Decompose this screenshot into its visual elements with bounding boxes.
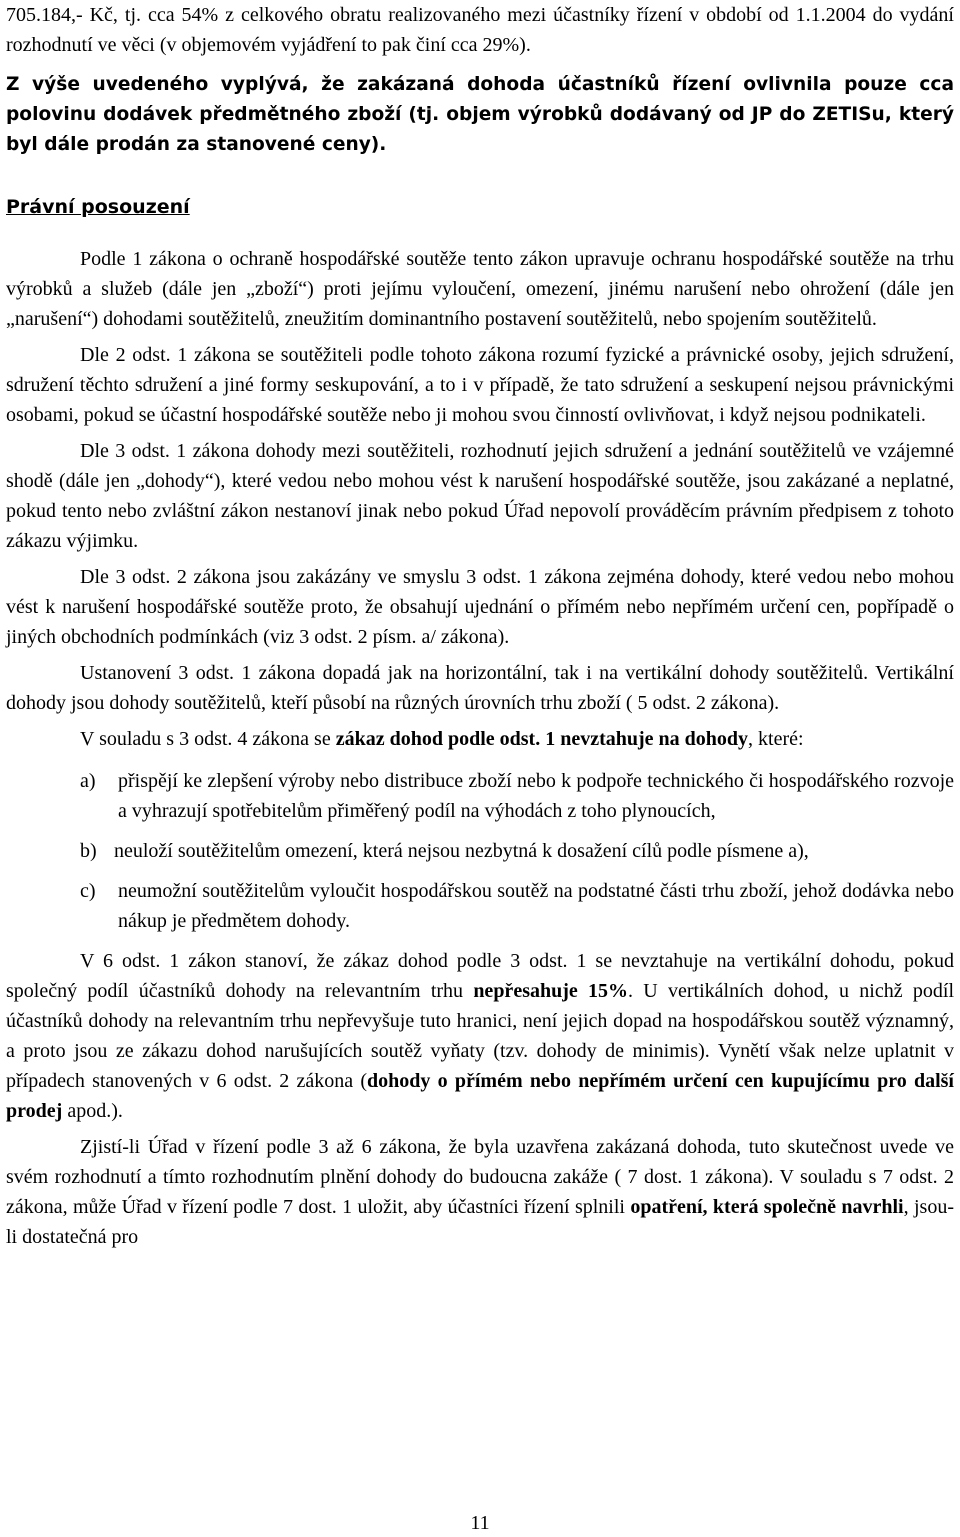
list-item-label: b) bbox=[80, 840, 97, 862]
p7-c: . U vertikálních dohod, u nichž podíl účastníků dohody na relevantním trhu nepřevyšuje tuto hranici, není jejich dopad na hospodářskou soutěž významný, a proto jsou ze zákazu dohod narušujících soutěž vyňaty (tzv. dohody de minimis). Vynětí však nelze uplatnit v případech stanovených v 6 odst. 2 zákona ( bbox=[6, 980, 954, 1092]
paragraph-3: Dle 3 odst. 1 zákona dohody mezi soutěžiteli, rozhodnutí jejich sdružení a jednání soutěžitelů ve vzájemné shodě (dále jen „dohody“), které vedou nebo mohou vést k narušení hospodářské soutěže, jsou zakázané a neplatné, pokud tento nebo zvláštní zákon nestanoví jinak nebo pokud Úřad nepovolí prováděcím právním předpisem z tohoto zákazu výjimku. bbox=[6, 440, 954, 552]
list-item-label: c) bbox=[80, 880, 96, 902]
exemption-list bbox=[6, 766, 954, 936]
paragraph-4: Dle 3 odst. 2 zákona jsou zakázány ve smyslu 3 odst. 1 zákona zejména dohody, které vedou nebo mohou vést k narušení hospodářské soutěže proto, že obsahují ujednání o přímém nebo nepřímém určení cen, popřípadě o jiných obchodních podmínkách (viz 3 odst. 2 písm. a/ zákona). bbox=[6, 566, 954, 648]
p8-a: Zjistí-li Úřad v řízení podle 3 až 6 zákona, že byla uzavřena zakázaná dohoda, tuto skutečnost uvede ve svém rozhodnutí a tímto rozhodnutím plnění dohody do budoucna zakáže ( 7 dost. 1 zákona). V souladu s 7 odst. 2 zákona, může Úřad v řízení podle 7 dost. 1 uložit, aby účastníci řízení splnili bbox=[6, 1136, 954, 1218]
p8-c: , jsou-li dostatečná pro bbox=[6, 1196, 954, 1248]
p7-bold-1: nepřesahuje 15% bbox=[473, 980, 629, 1002]
p6-post: , které: bbox=[748, 728, 804, 750]
intro-paragraph: 705.184,- Kč, tj. cca 54% z celkového obratu realizovaného mezi účastníky řízení v období od 1.1.2004 do vydání rozhodnutí ve věci (v objemovém vyjádření to pak činí cca 29%). bbox=[6, 4, 954, 56]
list-item-text: neumožní soutěžitelům vyloučit hospodářskou soutěž na podstatné části trhu zboží, jehož dodávka nebo nákup je předmětem dohody. bbox=[118, 880, 954, 932]
paragraph-6 bbox=[6, 724, 954, 754]
p7-a: V 6 odst. 1 zákon stanoví, že zákaz dohod podle 3 odst. 1 se nevztahuje na vertikální dohodu, pokud společný podíl účastníků dohody na relevantním trhu bbox=[6, 950, 954, 1002]
p6-pre: V souladu s 3 odst. 4 zákona se bbox=[80, 728, 336, 750]
list-item-text: neuloží soutěžitelům omezení, která nejsou nezbytná k dosažení cílů podle písmene a), bbox=[114, 840, 809, 862]
list-item bbox=[6, 766, 954, 826]
p7-d: apod.). bbox=[62, 1100, 123, 1122]
page-number: 11 bbox=[470, 1512, 490, 1534]
document-page bbox=[6, 0, 954, 1252]
paragraph-5: Ustanovení 3 odst. 1 zákona dopadá jak na horizontální, tak i na vertikální dohody soutěžitelů. Vertikální dohody jsou dohody soutěžitelů, kteří působí na různých úrovních trhu zboží ( 5 odst. 2 zákona). bbox=[6, 662, 954, 714]
list-item bbox=[6, 876, 954, 936]
p6-bold: zákaz dohod podle odst. 1 nevztahuje na dohody bbox=[335, 728, 749, 750]
p8-bold: opatření, která společně navrhli bbox=[630, 1196, 904, 1218]
section-heading: Právní posouzení bbox=[6, 196, 190, 218]
paragraph-1: Podle 1 zákona o ochraně hospodářské soutěže tento zákon upravuje ochranu hospodářské soutěže na trhu výrobků a služeb (dále jen „zboží“) proti jejímu vyloučení, omezení, jinému narušení nebo ohrožení (dále jen „narušení“) dohodami soutěžitelů, zneužitím dominantního postavení soutěžitelů, nebo spojením soutěžitelů. bbox=[6, 248, 954, 330]
conclusion-paragraph: Z výše uvedeného vyplývá, že zakázaná dohoda účastníků řízení ovlivnila pouze cca polovinu dodávek předmětného zboží (tj. objem výrobků dodávaný od JP do ZETISu, který byl dále prodán za stanovené ceny). bbox=[6, 74, 954, 155]
paragraph-2: Dle 2 odst. 1 zákona se soutěžiteli podle tohoto zákona rozumí fyzické a právnické osoby, jejich sdružení, sdružení těchto sdružení a jiné formy seskupování, a to i v případě, že tato sdružení a seskupení nejsou právnickými osobami, pokud se účastní hospodářské soutěže nebo ji mohou svou činností ovlivňovat, i když nejsou podnikateli. bbox=[6, 344, 954, 426]
list-item-label: a) bbox=[80, 770, 96, 792]
p7-bold-2: dohody o přímém nebo nepřímém určení cen kupujícímu pro další prodej bbox=[6, 1070, 954, 1122]
list-item bbox=[6, 836, 954, 866]
paragraph-8 bbox=[6, 1132, 954, 1252]
paragraph-7 bbox=[6, 946, 954, 1126]
list-item-text: přispějí ke zlepšení výroby nebo distribuce zboží nebo k podpoře technického či hospodářského rozvoje a vyhrazují spotřebitelům přiměřený podíl na výhodách z toho plynoucích, bbox=[118, 770, 954, 822]
